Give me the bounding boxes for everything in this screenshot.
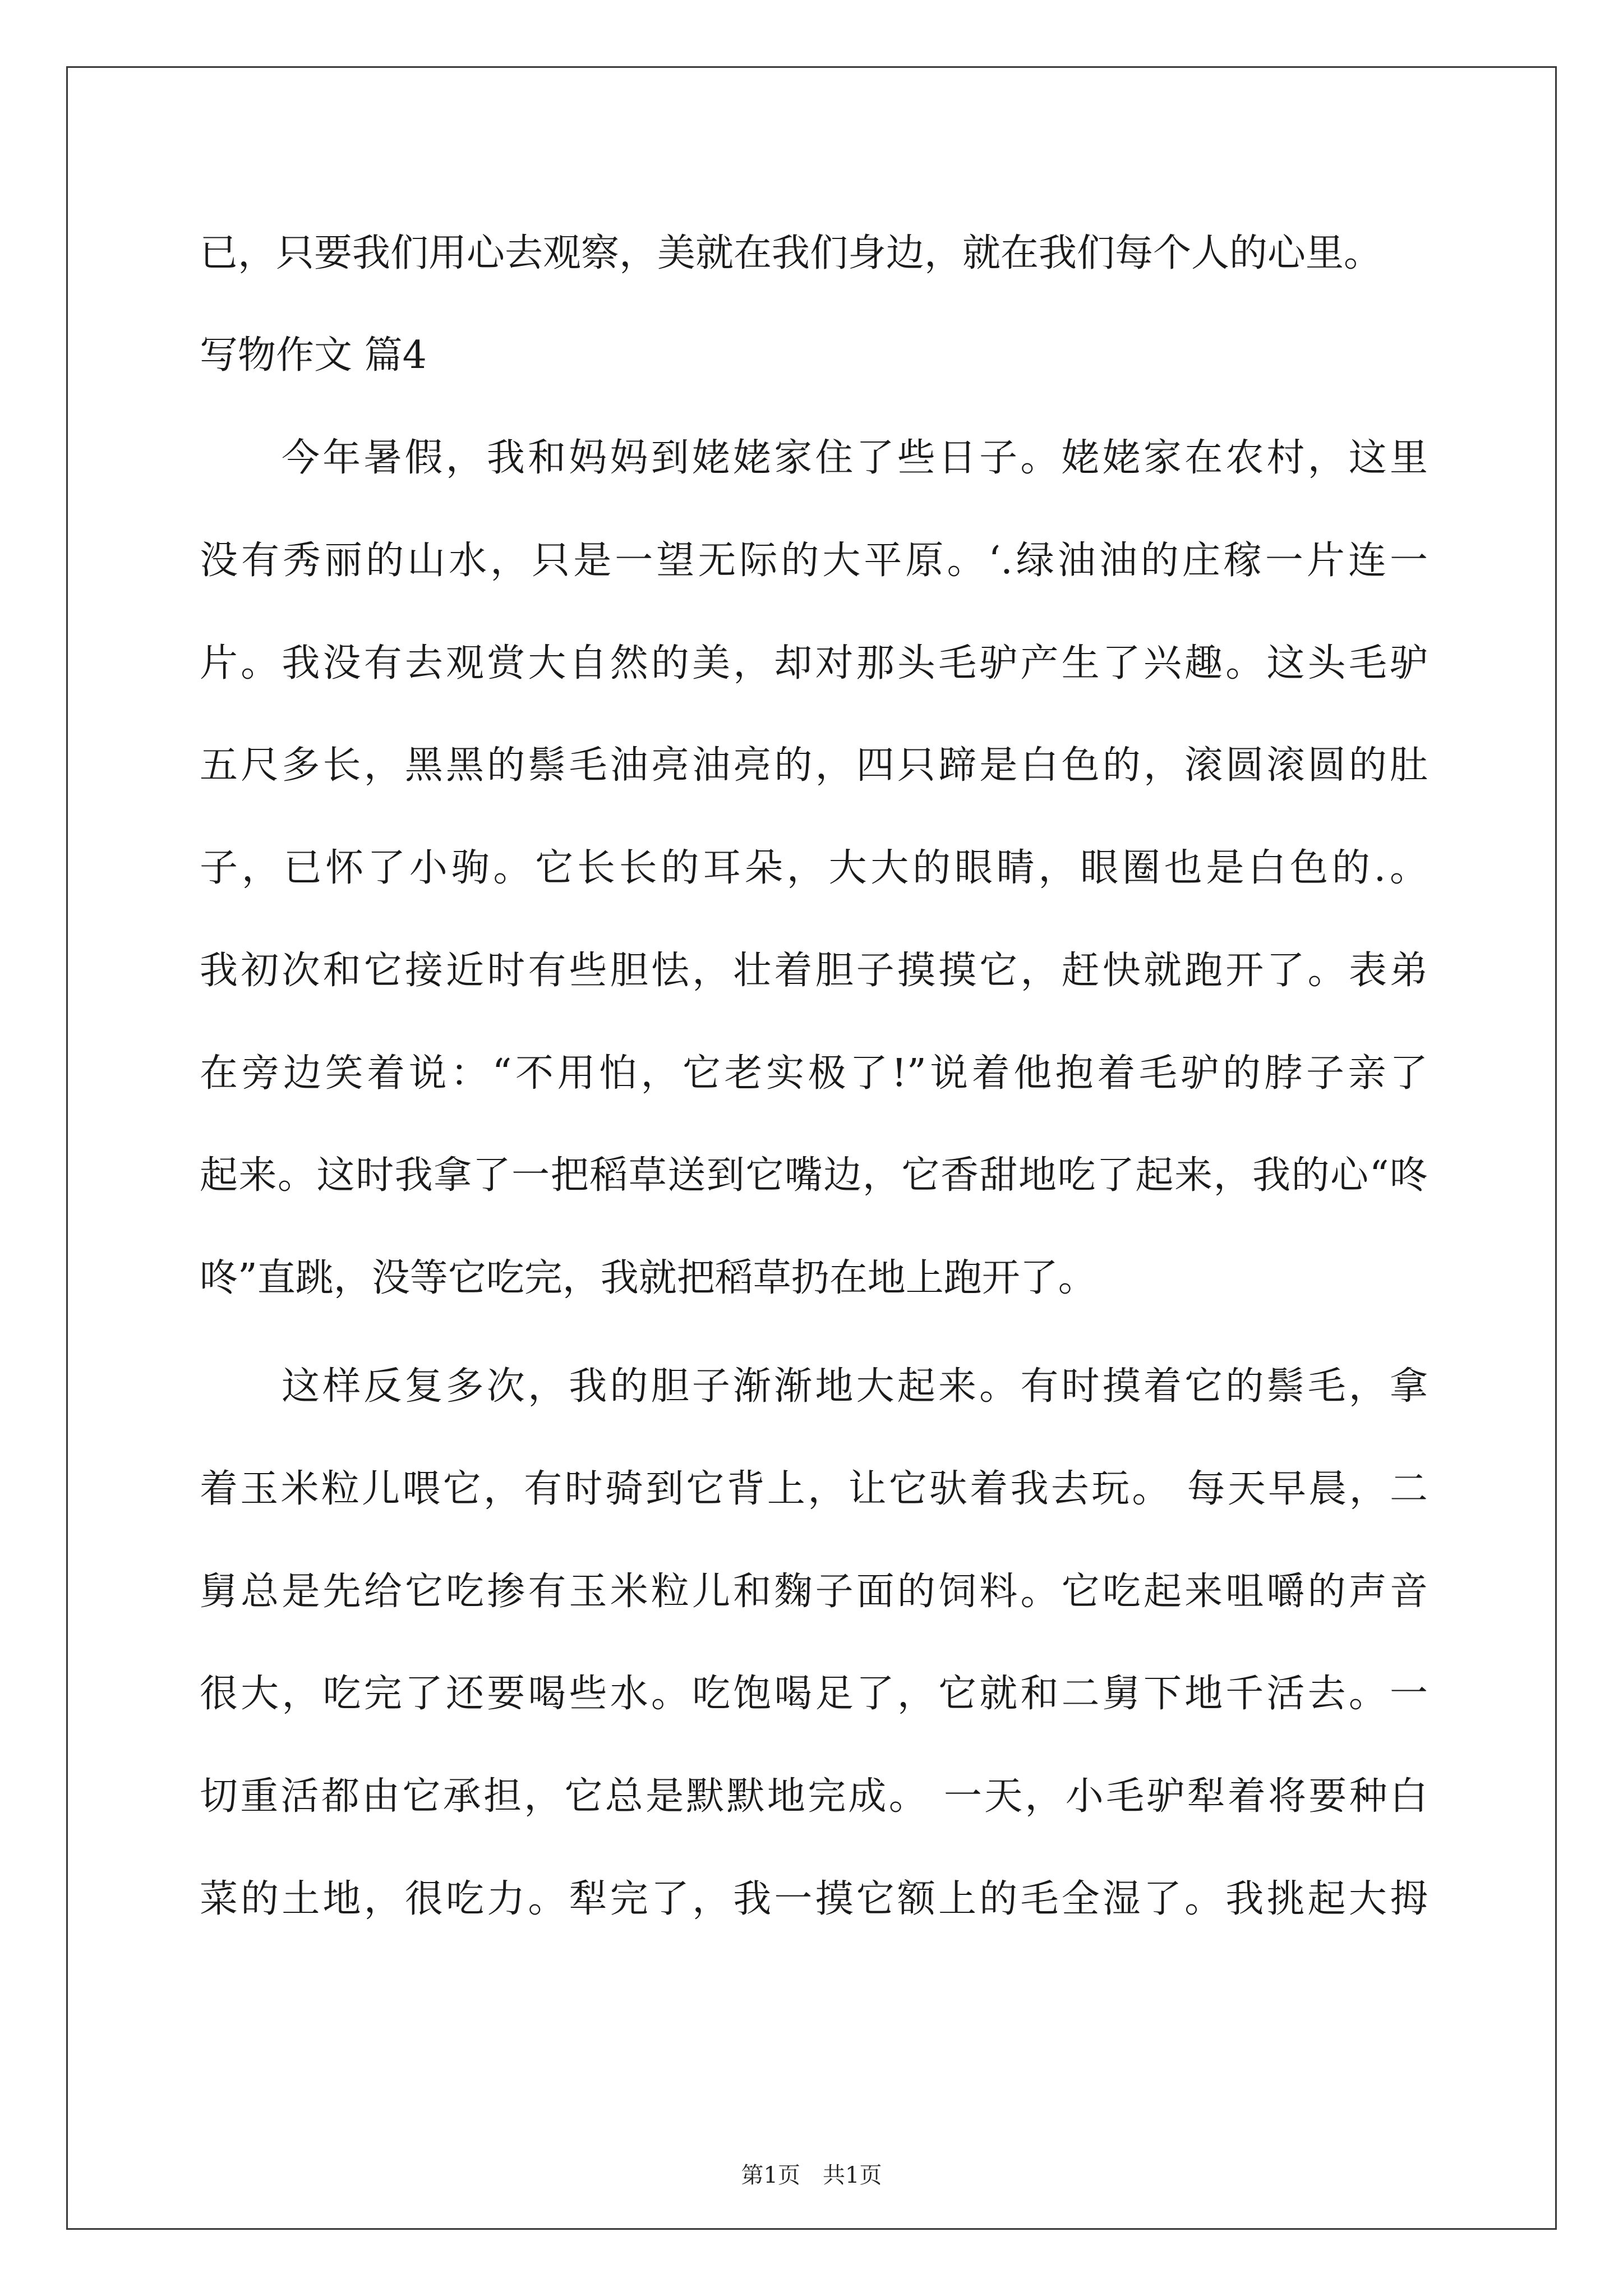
- paragraph-2-line-4: 很大，吃完了还要喝些水。吃饱喝足了，它就和二舅下地千活去。一: [200, 1672, 1428, 1716]
- paragraph-1-line-7: 在旁边笑着说：“不用怕，它老实极了!”说着他抱着毛驴的脖子亲了: [200, 1051, 1428, 1096]
- paragraph-2-line-1: 这样反复多次，我的胆子渐渐地大起来。有时摸着它的鬃毛，拿: [282, 1364, 1428, 1409]
- paragraph-2-line-3: 舅总是先给它吃掺有玉米粒儿和麴子面的饲料。它吃起来咀嚼的声音: [200, 1570, 1428, 1614]
- paragraph-1-line-9: 咚”直跳，没等它吃完，我就把稻草扔在地上跑开了。: [200, 1256, 1096, 1300]
- paragraph-1-line-1: 今年暑假，我和妈妈到姥姥家住了些日子。姥姥家在农村，这里: [282, 436, 1428, 480]
- intro-line: 已，只要我们用心去观察，美就在我们身边，就在我们每个人的心里。: [200, 231, 1382, 275]
- section-heading: 写物作文 篇4: [200, 333, 427, 378]
- paragraph-1-line-6: 我初次和它接近时有些胆怯，壮着胆子摸摸它，赶快就跑开了。表弟: [200, 949, 1428, 993]
- paragraph-1-line-3: 片。我没有去观赏大自然的美，却对那头毛驴产生了兴趣。这头毛驴: [200, 641, 1428, 685]
- paragraph-2-line-2: 着玉米粒儿喂它，有时骑到它背上，让它驮着我去玩。 每天早晨，二: [200, 1467, 1428, 1511]
- paragraph-1-line-5: 子，已怀了小驹。它长长的耳朵，大大的眼睛，眼圈也是白色的.。: [200, 846, 1428, 890]
- paragraph-2-line-6: 菜的土地，很吃力。犁完了，我一摸它额上的毛全湿了。我挑起大拇: [200, 1877, 1428, 1921]
- paragraph-1-line-4: 五尺多长，黑黑的鬃毛油亮油亮的，四只蹄是白色的，滚圆滚圆的肚: [200, 743, 1428, 788]
- paragraph-1-line-8: 起来。这时我拿了一把稻草送到它嘴边，它香甜地吃了起来，我的心“咚: [200, 1153, 1428, 1198]
- paragraph-2-line-5: 切重活都由它承担，它总是默默地完成。 一天，小毛驴犁着将要种白: [200, 1774, 1428, 1819]
- page-footer: 第1页 共1页: [741, 2162, 882, 2188]
- paragraph-1-line-2: 没有秀丽的山水，只是一望无际的大平原。‘.绿油油的庄稼一片连一: [200, 539, 1428, 583]
